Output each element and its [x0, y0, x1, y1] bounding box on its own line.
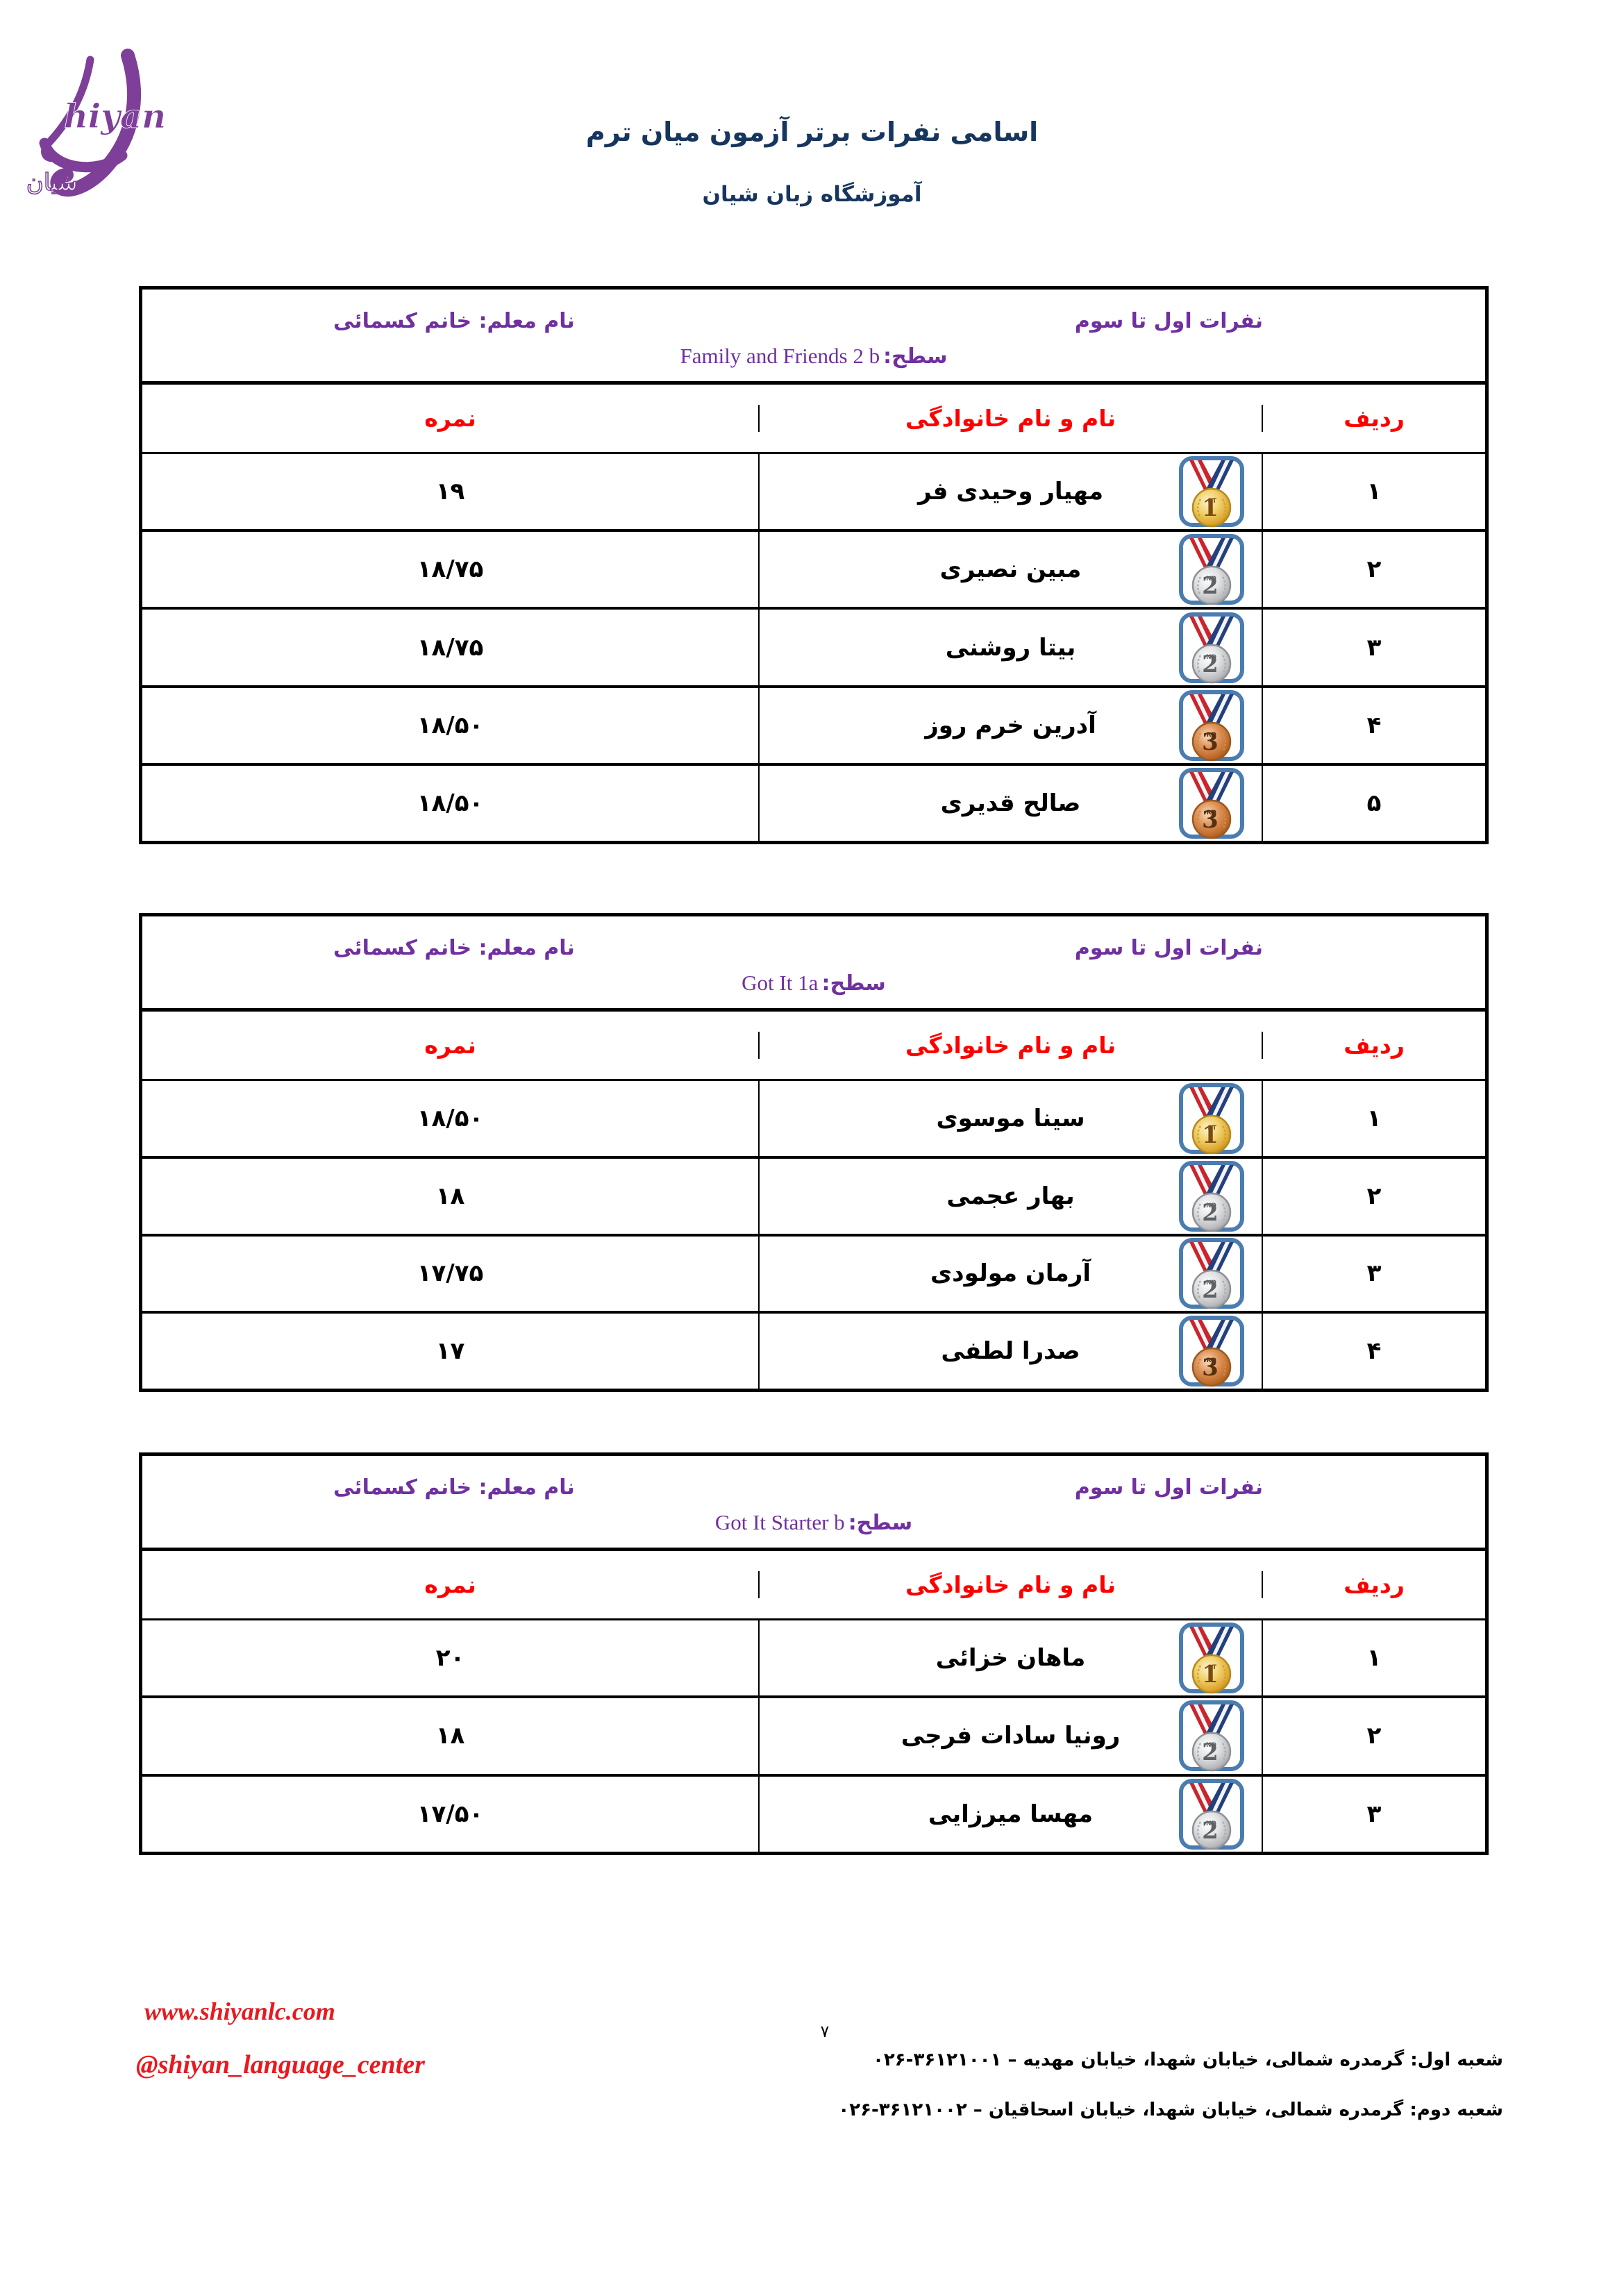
- column-header-rank: ردیف: [1343, 1571, 1405, 1598]
- table-row: [142, 1777, 1485, 1852]
- website-link: www.shiyanlc.com: [144, 1997, 335, 2025]
- name-cell: [758, 1620, 1263, 1695]
- student-name: مهسا میرزایی: [928, 1800, 1094, 1828]
- column-header-rank: ردیف: [1343, 405, 1405, 432]
- silver-medal-icon: [1178, 1778, 1245, 1850]
- rank-cell: ۱: [1366, 1644, 1382, 1673]
- bronze-medal-icon: [1178, 689, 1245, 762]
- silver-medal-icon: [1178, 1237, 1245, 1309]
- name-cell: [758, 1159, 1263, 1234]
- rank-cell: ۱: [1366, 478, 1382, 506]
- student-name: بهار عجمی: [946, 1182, 1075, 1210]
- table-row: [142, 1698, 1485, 1776]
- table-row: [142, 688, 1485, 766]
- score-cell: ۱۸: [435, 1182, 465, 1210]
- rank-cell: ۵: [1366, 789, 1382, 817]
- column-header-score: نمره: [424, 1571, 476, 1598]
- name-cell: [758, 610, 1263, 685]
- rank-cell: ۳: [1366, 633, 1382, 662]
- table-row: [142, 1314, 1485, 1389]
- name-cell: [758, 1314, 1263, 1389]
- score-cell: ۱۸: [435, 1722, 465, 1750]
- student-name: صالح قدیری: [940, 789, 1081, 817]
- silver-medal-icon: [1178, 533, 1245, 605]
- score-cell: ۱۸/۵۰: [417, 789, 484, 817]
- column-header-row: [142, 385, 1485, 454]
- branch-address-2: شعبه دوم: گرمدره شمالی، خیابان شهدا، خیابان اسحاقیان – ۳۶۱۲۱۰۰۲-۰۲۶: [838, 2100, 1503, 2120]
- table-row: [142, 1081, 1485, 1159]
- student-name: مبین نصیری: [939, 555, 1082, 584]
- table-row: [142, 766, 1485, 841]
- name-cell: [758, 454, 1263, 529]
- results-table-got-it-1a: [139, 913, 1489, 1392]
- rank-note: نفرات اول تا سوم: [1074, 1475, 1263, 1500]
- rank-cell: ۲: [1366, 1182, 1382, 1210]
- column-header-score: نمره: [424, 405, 476, 432]
- student-name: بیتا روشنی: [945, 633, 1076, 662]
- rank-cell: ۳: [1366, 1800, 1382, 1828]
- student-name: آرمان مولودی: [930, 1259, 1091, 1288]
- level-line: [142, 971, 1485, 996]
- level-name: Got It 1a: [742, 971, 819, 995]
- column-header-name: نام و نام خانوادگی: [758, 405, 1263, 432]
- name-cell: [758, 1698, 1263, 1773]
- page-number: ۷: [820, 2022, 830, 2041]
- name-cell: [758, 766, 1263, 841]
- student-name: مهیار وحیدی فر: [917, 478, 1104, 506]
- score-cell: ۲۰: [435, 1644, 465, 1673]
- name-cell: [758, 1777, 1263, 1852]
- table-header: [142, 916, 1485, 1012]
- column-header-name: نام و نام خانوادگی: [758, 1032, 1263, 1059]
- rank-note: نفرات اول تا سوم: [1074, 936, 1263, 960]
- silver-medal-icon: [1178, 1700, 1245, 1772]
- gold-medal-icon: [1178, 455, 1245, 528]
- column-header-rank: ردیف: [1343, 1032, 1405, 1059]
- level-name: Family and Friends 2 b: [680, 344, 880, 368]
- column-header-score: نمره: [424, 1032, 476, 1059]
- column-header-row: [142, 1551, 1485, 1620]
- rank-cell: ۴: [1366, 1337, 1382, 1366]
- results-table-got-it-starter-b: [139, 1452, 1489, 1855]
- rank-cell: ۴: [1366, 711, 1382, 739]
- level-label: سطح:: [821, 971, 886, 996]
- silver-medal-icon: [1178, 1160, 1245, 1232]
- name-cell: [758, 532, 1263, 607]
- column-header-row: [142, 1012, 1485, 1081]
- teacher-name: نام معلم: خانم کسمائی: [333, 1475, 575, 1500]
- level-line: [142, 344, 1485, 369]
- score-cell: ۱۸/۵۰: [417, 711, 484, 739]
- student-name: ماهان خزائی: [935, 1644, 1086, 1673]
- bronze-medal-icon: [1178, 1315, 1245, 1387]
- table-row: [142, 1620, 1485, 1698]
- logo-persian-text: شیان: [26, 169, 78, 196]
- results-table-family-and-friends-2b: [139, 286, 1489, 844]
- score-cell: ۱۹: [435, 478, 465, 506]
- silver-medal-icon: [1178, 612, 1245, 684]
- table-row: [142, 1159, 1485, 1237]
- rank-cell: ۱: [1366, 1104, 1382, 1132]
- score-cell: ۱۸/۵۰: [417, 1104, 484, 1132]
- rank-cell: ۲: [1366, 1722, 1382, 1750]
- table-row: [142, 532, 1485, 610]
- student-name: رونیا سادات فرجی: [901, 1722, 1121, 1750]
- table-header: [142, 290, 1485, 385]
- gold-medal-icon: [1178, 1622, 1245, 1694]
- page-title: اسامی نفرات برتر آزمون میان ترم: [585, 117, 1039, 147]
- rank-cell: ۳: [1366, 1259, 1382, 1288]
- page-subtitle: آموزشگاه زبان شیان: [702, 182, 922, 207]
- level-line: [142, 1510, 1485, 1535]
- logo-latin-text: hiyan: [64, 97, 167, 136]
- name-cell: [758, 688, 1263, 763]
- student-name: آدرین خرم روز: [925, 711, 1096, 739]
- bronze-medal-icon: [1178, 767, 1245, 839]
- level-label: سطح:: [883, 344, 948, 369]
- student-name: صدرا لطفی: [941, 1337, 1080, 1366]
- rank-note: نفرات اول تا سوم: [1074, 309, 1263, 333]
- score-cell: ۱۸/۷۵: [417, 633, 484, 662]
- student-name: سینا موسوی: [936, 1104, 1085, 1132]
- name-cell: [758, 1237, 1263, 1312]
- table-header: [142, 1456, 1485, 1551]
- teacher-name: نام معلم: خانم کسمائی: [333, 936, 575, 960]
- table-row: [142, 610, 1485, 687]
- column-header-name: نام و نام خانوادگی: [758, 1571, 1263, 1598]
- table-row: [142, 454, 1485, 532]
- level-name: Got It Starter b: [714, 1510, 845, 1534]
- score-cell: ۱۷/۷۵: [417, 1259, 484, 1288]
- name-cell: [758, 1081, 1263, 1156]
- rank-cell: ۲: [1366, 555, 1382, 584]
- level-label: سطح:: [848, 1511, 913, 1535]
- instagram-handle: @shiyan_language_center: [136, 2050, 425, 2079]
- score-cell: ۱۸/۷۵: [417, 555, 484, 584]
- gold-medal-icon: [1178, 1082, 1245, 1155]
- teacher-name: نام معلم: خانم کسمائی: [333, 309, 575, 333]
- score-cell: ۱۷/۵۰: [417, 1800, 484, 1828]
- table-row: [142, 1237, 1485, 1314]
- score-cell: ۱۷: [435, 1337, 465, 1366]
- branch-address-1: شعبه اول: گرمدره شمالی، خیابان شهدا، خیابان مهدیه – ۳۶۱۲۱۰۰۱-۰۲۶: [873, 2050, 1503, 2070]
